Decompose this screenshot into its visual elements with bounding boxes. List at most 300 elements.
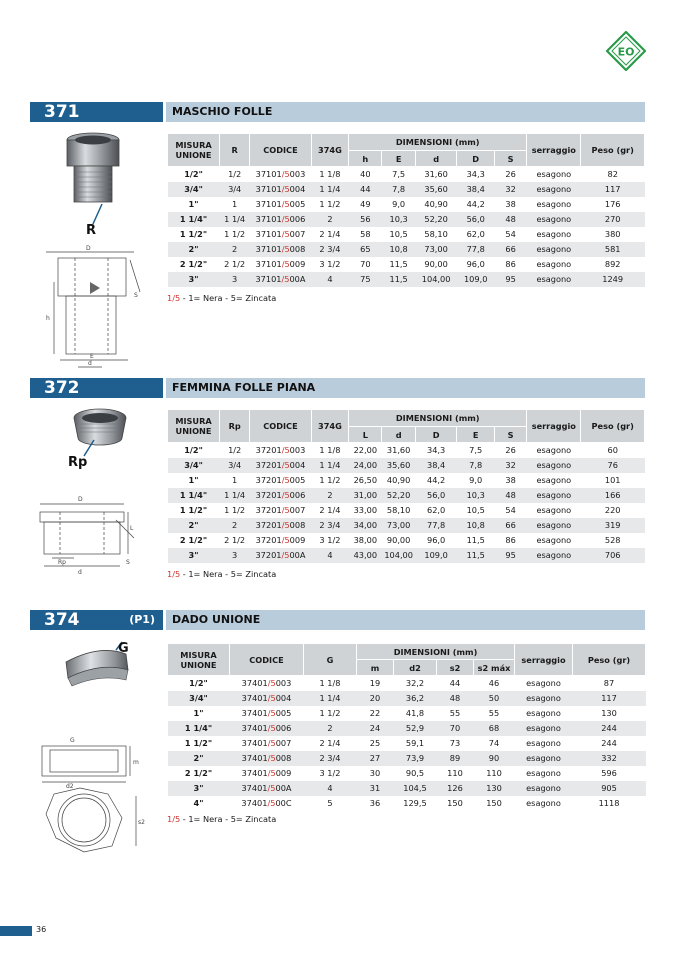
table-cell: 95 [494,272,526,287]
spec-table-371 [167,133,645,287]
table-cell: 62,0 [415,503,457,518]
code-part: 003 [289,169,306,180]
table-cell: 73 [437,736,474,751]
code-cell [230,676,304,691]
table-cell: 11,5 [382,257,415,272]
table-cell: 70 [349,257,382,272]
table-cell: 1 1/8 [304,676,357,691]
table-row [168,533,645,548]
table-cell: 60 [581,443,645,458]
code-part: 003 [289,445,306,456]
table-cell: 10,3 [382,212,415,227]
table-cell: 44 [349,182,382,197]
table-cell: 89 [437,751,474,766]
table-cell: 2 1/2 [220,533,250,548]
table-cell: 73,9 [394,751,437,766]
table-cell: 1 1/2" [168,227,220,242]
code-part: 37101 [255,169,282,180]
table-cell: 2" [168,518,220,533]
table-cell: 110 [474,766,515,781]
table-cell: 1249 [581,272,645,287]
code-part: 37101 [255,274,282,284]
table-cell: 52,20 [415,212,457,227]
finish-note: 1/5 - 1= Nera - 5= Zincata [167,569,277,579]
table-row [168,781,646,796]
code-cell [250,488,311,503]
table-cell: 117 [581,182,645,197]
product-illustration-374 [30,636,155,862]
table-cell: 90,00 [382,533,415,548]
table-row [168,518,645,533]
code-part: /5 [281,199,290,209]
col-peso: Peso (gr) [581,410,645,443]
table-cell: 2" [168,751,230,766]
table-cell: 244 [573,736,646,751]
code-part: /5 [281,169,290,180]
col-dim-h: h [349,151,382,167]
col-dim-l: L [349,427,382,443]
table-row [168,503,645,518]
table-cell: esagono [527,473,581,488]
code-part: /5 [281,460,290,470]
logo-text: EO [617,45,635,59]
table-cell: 1 1/4 [311,458,348,473]
table-cell: 4 [311,272,348,287]
table-cell: 1 1/4 [220,488,250,503]
table-cell: 2 1/4 [311,227,348,242]
col-misura: MISURA UNIONE [168,644,230,676]
table-cell: 1/2 [220,443,250,458]
table-row [168,212,645,227]
code-part: /5 [281,505,290,515]
table-cell: 270 [581,212,645,227]
table-cell: 31 [357,781,394,796]
code-cell [250,212,311,227]
table-row [168,458,645,473]
table-cell: esagono [527,212,581,227]
table-cell: 1/2 [220,167,250,182]
table-cell: esagono [527,242,581,257]
col-dim-d: d [415,151,457,167]
table-cell: 10,8 [382,242,415,257]
code-part: 37201 [255,445,282,456]
table-cell: 20 [357,691,394,706]
table-cell: 130 [573,706,646,721]
page-number: 36 [36,925,47,934]
col-peso: Peso (gr) [573,644,646,676]
code-part: 37101 [255,184,282,194]
table-cell: 77,8 [415,518,457,533]
table-row [168,473,645,488]
col-thread: Rp [220,410,250,443]
table-cell: 2 [220,518,250,533]
table-cell: 109,0 [415,548,457,563]
svg-text:d: d [88,360,92,367]
table-cell: 31,60 [382,443,415,458]
table-cell: 10,3 [457,488,494,503]
table-cell: 31,00 [349,488,382,503]
code-cell [250,473,311,488]
code-cell [250,458,311,473]
svg-text:E: E [90,353,94,360]
table-row [168,227,645,242]
code-part: 008 [289,244,306,254]
code-part: 37401 [241,768,268,778]
code-part: /5 [281,520,290,530]
table-cell: esagono [527,488,581,503]
table-cell: 1" [168,706,230,721]
svg-text:D: D [78,496,83,503]
table-cell: esagono [515,676,573,691]
table-cell: 1 1/2 [311,473,348,488]
col-dim-s2: s2 [437,660,474,676]
table-cell: 1 [220,473,250,488]
code-cell [230,766,304,781]
table-cell: 74 [474,736,515,751]
table-cell: 1 1/4 [311,182,348,197]
table-cell: 73,00 [382,518,415,533]
code-part: 37401 [241,693,268,703]
table-cell: 54 [494,227,526,242]
table-cell: 3/4" [168,182,220,197]
table-row [168,736,646,751]
table-cell: 1 1/4" [168,721,230,736]
table-cell: 44,2 [457,197,494,212]
svg-text:G: G [70,737,75,744]
table-cell: 150 [437,796,474,811]
table-cell: 7,5 [382,167,415,182]
table-cell: esagono [527,503,581,518]
table-cell: 66 [494,242,526,257]
section-374 [30,610,645,826]
table-cell: 4 [311,548,348,563]
table-row [168,182,645,197]
table-cell: 1 1/4" [168,212,220,227]
table-cell: 581 [581,242,645,257]
table-cell: 48 [494,488,526,503]
code-part: /5 [281,259,290,269]
table-cell: esagono [515,751,573,766]
code-part: 008 [275,753,292,763]
table-cell: 3 1/2 [304,766,357,781]
code-part: /5 [281,184,290,194]
table-cell: esagono [527,533,581,548]
code-cell [250,272,311,287]
table-cell: esagono [527,443,581,458]
table-cell: 104,5 [394,781,437,796]
table-row [168,796,646,811]
table-cell: 62,0 [457,227,494,242]
section-header [30,378,645,398]
code-part: /5 [267,708,276,718]
table-cell: 3" [168,272,220,287]
table-cell: 56,0 [457,212,494,227]
table-cell: 44,2 [415,473,457,488]
table-cell: 70 [437,721,474,736]
code-part: 006 [275,723,292,733]
table-cell: 3 [220,548,250,563]
table-body [168,676,646,811]
table-cell: 86 [494,533,526,548]
code-cell [230,796,304,811]
table-cell: 2 3/4 [311,242,348,257]
col-dimensioni: DIMENSIONI (mm) [357,644,515,660]
table-cell: 65 [349,242,382,257]
section-title: FEMMINA FOLLE PIANA [166,378,645,398]
code-part: 37201 [255,520,282,530]
table-cell: 76 [581,458,645,473]
table-cell: 34,3 [457,167,494,182]
section-number: 372 [30,378,163,398]
code-part: /5 [267,798,276,808]
code-cell [230,781,304,796]
table-cell: 24 [357,721,394,736]
code-cell [250,182,311,197]
table-cell: 50 [474,691,515,706]
col-peso: Peso (gr) [581,134,645,167]
code-part: 009 [289,259,306,269]
table-cell: 38,00 [349,533,382,548]
code-part: 37401 [241,708,268,718]
section-sub-label: (P1) [129,613,155,626]
table-cell: 2 3/4 [304,751,357,766]
table-cell: 35,60 [415,182,457,197]
table-row [168,272,645,287]
table-row [168,242,645,257]
svg-text:S: S [134,292,138,299]
table-cell: 126 [437,781,474,796]
table-cell: 24,00 [349,458,382,473]
code-part: 37401 [241,723,268,733]
table-cell: 1 1/2 [304,706,357,721]
table-cell: 86 [494,257,526,272]
table-cell: 2 1/4 [304,736,357,751]
code-part: 37101 [255,259,282,269]
table-row [168,721,646,736]
code-part: 007 [289,505,306,515]
table-cell: 55 [437,706,474,721]
code-part: 003 [275,678,292,689]
table-cell: 41,8 [394,706,437,721]
table-cell: 1 1/4 [304,691,357,706]
svg-text:h: h [46,315,50,322]
code-part: 37101 [255,244,282,254]
finish-note: 1/5 - 1= Nera - 5= Zincata [167,814,277,824]
table-cell: 58,10 [382,503,415,518]
table-cell: 101 [581,473,645,488]
table-cell: 1/2" [168,443,220,458]
code-cell [250,548,311,563]
spec-table-372 [167,409,645,563]
table-cell: 166 [581,488,645,503]
table-cell: 7,5 [457,443,494,458]
footer-bar [0,926,32,936]
svg-text:d2: d2 [66,783,74,790]
table-cell: 90,5 [394,766,437,781]
table-row [168,197,645,212]
table-cell: 104,00 [382,548,415,563]
table-cell: 10,5 [382,227,415,242]
table-cell: 176 [581,197,645,212]
code-cell [250,533,311,548]
table-cell: 26 [494,167,526,182]
code-part: 004 [289,184,306,194]
col-dimensioni: DIMENSIONI (mm) [349,134,527,151]
table-cell: 1 1/4" [168,488,220,503]
table-cell: 1 1/4 [220,212,250,227]
table-cell: 38 [494,197,526,212]
table-cell: 90,00 [415,257,457,272]
table-cell: esagono [527,458,581,473]
table-cell: 11,5 [457,548,494,563]
table-cell: 38,4 [415,458,457,473]
table-cell: 2 1/2" [168,257,220,272]
code-part: 009 [275,768,292,778]
code-part: /5 [267,678,276,689]
table-cell: 90 [474,751,515,766]
table-cell: 596 [573,766,646,781]
code-part: 37401 [241,798,268,808]
table-cell: 32 [494,182,526,197]
code-cell [230,706,304,721]
code-part: 00A [275,783,292,793]
table-cell: 40,90 [415,197,457,212]
table-cell: esagono [527,167,581,182]
svg-text:m: m [133,759,139,766]
table-row [168,443,645,458]
code-part: 37401 [241,783,268,793]
table-row [168,676,646,691]
table-cell: 2 3/4 [311,518,348,533]
code-part: /5 [281,475,290,485]
table-cell: 56 [349,212,382,227]
table-cell: 3 [220,272,250,287]
table-cell: 5 [304,796,357,811]
col-dim-e: E [457,427,494,443]
table-body [168,443,645,563]
table-cell: 117 [573,691,646,706]
table-cell: 43,00 [349,548,382,563]
code-cell [250,518,311,533]
table-cell: 73,00 [415,242,457,257]
code-cell [250,167,311,182]
col-ref: 374G [311,410,348,443]
code-part: 00C [275,798,292,808]
svg-text:d: d [78,569,82,576]
table-cell: 54 [494,503,526,518]
table-cell: 2 [311,212,348,227]
table-cell: esagono [527,272,581,287]
code-part: 37101 [255,229,282,239]
table-row [168,548,645,563]
table-cell: 3 1/2 [311,257,348,272]
code-part: 37201 [255,535,282,545]
code-cell [250,443,311,458]
table-cell: 32 [494,458,526,473]
thread-label: R [86,223,97,238]
table-cell: 31,60 [415,167,457,182]
thread-label: Rp [68,455,88,470]
section-number: 374 (P1) [30,610,163,630]
eo-logo [606,31,646,71]
code-part: /5 [281,274,290,284]
code-part: 007 [275,738,292,748]
table-cell: 32,2 [394,676,437,691]
col-dim-dd: D [457,151,494,167]
table-cell: 82 [581,167,645,182]
col-ref: 374G [311,134,348,167]
col-dim-e: E [382,151,415,167]
table-cell: 244 [573,721,646,736]
table-cell: 40 [349,167,382,182]
table-cell: 109,0 [457,272,494,287]
table-cell: 1/2" [168,676,230,691]
code-cell [250,257,311,272]
table-cell: 3" [168,781,230,796]
table-cell: 220 [581,503,645,518]
section-372 [30,378,645,579]
table-cell: 3/4 [220,458,250,473]
col-dim-d: d [382,427,415,443]
table-cell: 30 [357,766,394,781]
svg-text:Rp: Rp [58,559,66,566]
code-cell [250,242,311,257]
table-cell: 10,5 [457,503,494,518]
table-cell: 2 1/4 [311,503,348,518]
table-cell: 4 [304,781,357,796]
code-part: 005 [275,708,292,718]
table-cell: 9,0 [457,473,494,488]
table-row [168,167,645,182]
svg-text:D: D [86,245,91,252]
code-part: /5 [267,768,276,778]
code-cell [230,691,304,706]
table-cell: 96,0 [415,533,457,548]
code-part: /5 [267,753,276,763]
table-cell: esagono [527,548,581,563]
table-cell: 7,8 [457,458,494,473]
table-cell: 1/2" [168,167,220,182]
table-cell: 22,00 [349,443,382,458]
table-cell: 26,50 [349,473,382,488]
table-cell: 129,5 [394,796,437,811]
col-dim-s: S [494,151,526,167]
table-cell: 1 1/2" [168,503,220,518]
table-cell: 1 1/2" [168,736,230,751]
table-cell: 1 1/2 [220,227,250,242]
code-part: 37201 [255,505,282,515]
col-dim-s2max: s2 máx [474,660,515,676]
table-cell: 3/4" [168,458,220,473]
code-part: 004 [275,693,292,703]
table-cell: 95 [494,548,526,563]
code-part: /5 [267,783,276,793]
code-part: 37201 [255,460,282,470]
code-part: 37201 [255,550,282,560]
code-part: 009 [289,535,306,545]
code-part: 37401 [241,738,268,748]
table-cell: 87 [573,676,646,691]
code-part: 005 [289,475,306,485]
code-part: /5 [281,229,290,239]
table-cell: 150 [474,796,515,811]
code-part: 37201 [255,475,282,485]
table-cell: 3 1/2 [311,533,348,548]
product-illustration-372 [30,408,155,588]
code-part: 37201 [255,490,282,500]
table-cell: 2 1/2 [220,257,250,272]
table-cell: esagono [515,796,573,811]
